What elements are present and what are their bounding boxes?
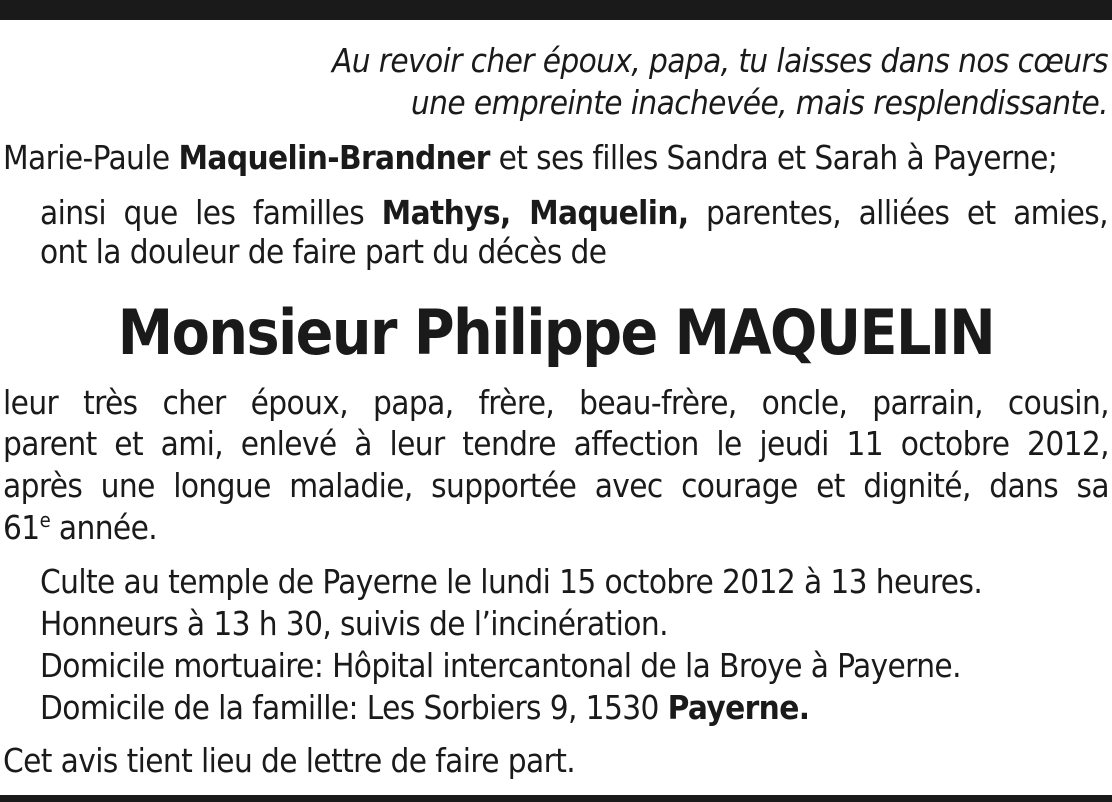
honours-details: Honneurs à 13 h 30, suivis de l’incinération. bbox=[40, 604, 668, 643]
family-home-town: Payerne. bbox=[667, 688, 810, 727]
deceased-name: Monsieur Philippe MAQUELIN bbox=[117, 296, 995, 369]
family-line-2 bbox=[40, 193, 1108, 233]
top-rule bbox=[0, 0, 1112, 20]
description-line-2: parent et ami, enlevé à leur tendre affection le jeudi 11 octobre 2012, bbox=[3, 424, 1109, 463]
family-line-1-suffix: et ses filles Sandra et Sarah à Payerne; bbox=[489, 138, 1058, 177]
spouse-name: Maquelin-Brandner bbox=[178, 138, 490, 177]
family-home-details bbox=[40, 688, 809, 728]
description-line-3: après une longue maladie, supportée avec courage et dignité, dans sa bbox=[3, 466, 1109, 505]
family-line-3: ont la douleur de faire part du décès de bbox=[40, 232, 607, 271]
description-line-4 bbox=[3, 508, 157, 548]
age-number: 61 bbox=[3, 508, 40, 547]
quote-line-2: une empreinte inachevée, mais resplendissante. bbox=[410, 83, 1108, 122]
family-line-1 bbox=[3, 138, 1057, 178]
ceremony-details: Culte au temple de Payerne le lundi 15 octobre 2012 à 13 heures. bbox=[40, 562, 983, 601]
description-line-1: leur très cher époux, papa, frère, beau-frère, oncle, parrain, cousin, bbox=[3, 383, 1109, 422]
family-home-prefix: Domicile de la famille: Les Sorbiers 9, 1530 bbox=[40, 688, 668, 727]
age-rest: année. bbox=[50, 508, 158, 547]
mortuary-details: Domicile mortuaire: Hôpital intercantonal de la Broye à Payerne. bbox=[40, 646, 961, 685]
family-line-2-prefix: ainsi que les familles bbox=[40, 193, 382, 232]
quote-line-1: Au revoir cher époux, papa, tu laisses dans nos cœurs bbox=[332, 41, 1108, 80]
bottom-rule bbox=[0, 795, 1112, 802]
age-superscript: e bbox=[39, 508, 51, 532]
family-line-1-prefix: Marie-Paule bbox=[3, 138, 179, 177]
family-names: Mathys, Maquelin, bbox=[381, 193, 689, 232]
closing-note: Cet avis tient lieu de lettre de faire part. bbox=[3, 741, 576, 780]
family-line-2-suffix: parentes, alliées et amies, bbox=[688, 193, 1109, 232]
